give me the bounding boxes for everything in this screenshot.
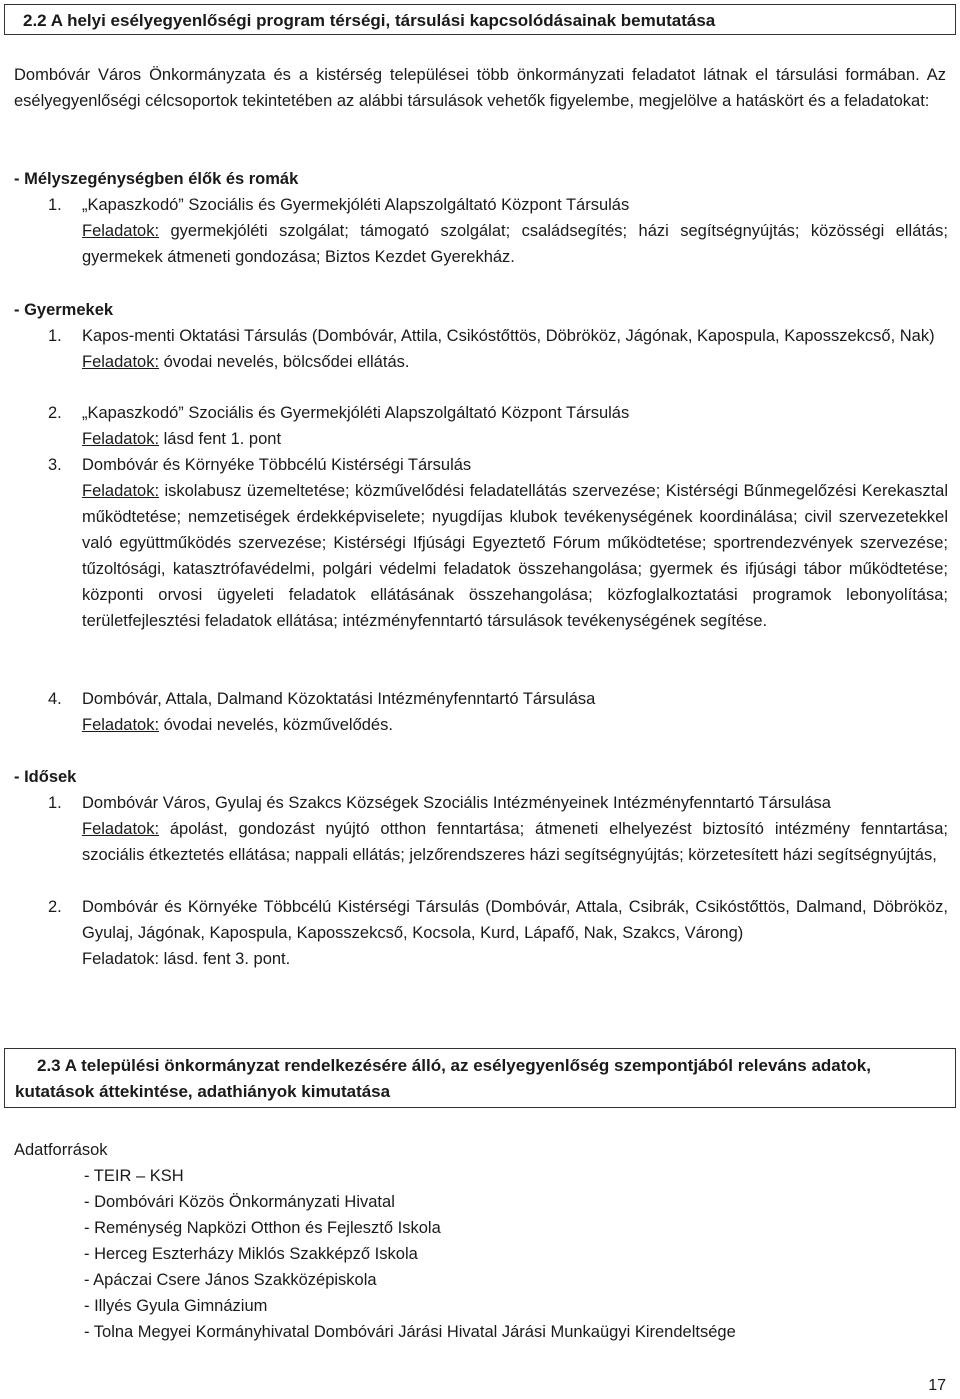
item-number: 1. <box>48 196 62 214</box>
item-name: „Kapaszkodó” Szociális és Gyermekjóléti Alapszolgáltató Központ Társulás <box>82 196 630 214</box>
group-title-poverty: - Mélyszegénységben élők és romák <box>14 170 299 188</box>
item-number: 2. <box>48 898 62 916</box>
item-tasks: Feladatok: óvodai nevelés, bölcsődei ellátás. <box>82 353 410 371</box>
list-item <box>48 790 948 868</box>
source-item: - Tolna Megyei Kormányhivatal Dombóvári Járási Hivatal Járási Munkaügyi Kirendeltsége <box>84 1323 736 1341</box>
item-number: 1. <box>48 327 62 345</box>
section-heading-2-2 <box>4 4 956 35</box>
page-number: 17 <box>928 1377 946 1394</box>
tasks-label: Feladatok: <box>82 222 160 240</box>
tasks-label: Feladatok: <box>82 716 160 734</box>
item-tasks: Feladatok: lásd fent 1. pont <box>82 430 282 448</box>
source-item: - Illyés Gyula Gimnázium <box>84 1297 268 1315</box>
list-item <box>48 400 948 452</box>
group-title-elderly: - Idősek <box>14 768 77 786</box>
source-item: - Reménység Napközi Otthon és Fejlesztő Iskola <box>84 1219 441 1237</box>
item-tasks: Feladatok: iskolabusz üzemeltetése; közművelődési feladatellátás szervezése; Kistérségi Bűnmegelőzési Kerekasztal működtetése; nemzetiségek érdekképviselete; nyugdíjas klubok tevékenységének koordinálása; civil szervezetekkel való együttműködés szervezése; Kistérségi Ifjúsági Egyeztető Fórum működtetése; sportrendezvények szervezése; tűzoltósági, katasztrófavédelmi, polgári védelmi feladatok összehangolása; gyermek és ifjúsági tábor működtetése; központi orvosi ügyeleti feladatok ellátásának összehangolása; közfoglalkoztatási programok lebonyolítása; területfejlesztési feladatok ellátása; intézményfenntartó társulások tevékenységének segítése. <box>82 482 948 630</box>
tasks-label: Feladatok: <box>82 430 160 448</box>
item-name: Dombóvár, Attala, Dalmand Közoktatási Intézményfenntartó Társulása <box>82 690 596 708</box>
list-item <box>48 192 948 270</box>
section-heading-line1: 2.3 A települési önkormányzat rendelkezésére álló, az esélyegyenlőség szempontjából releváns adatok, <box>37 1056 871 1075</box>
item-name: Dombóvár Város, Gyulaj és Szakcs Községek Szociális Intézményeinek Intézményfenntartó Társulása <box>82 794 831 812</box>
item-tasks: Feladatok: gyermekjóléti szolgálat; támogató szolgálat; családsegítés; házi segítségnyújtás; közösségi ellátás; gyermekek átmeneti gondozása; Biztos Kezdet Gyerekház. <box>82 222 948 266</box>
source-item: - Apáczai Csere János Szakközépiskola <box>84 1271 377 1289</box>
list-item <box>48 686 948 738</box>
section-heading-2-3 <box>4 1048 956 1108</box>
list-item <box>48 323 948 375</box>
item-tasks: Feladatok: óvodai nevelés, közművelődés. <box>82 716 393 734</box>
intro-paragraph: Dombóvár Város Önkormányzata és a kistérség települései több önkormányzati feladatot látnak el társulási formában. Az esélyegyenlőségi célcsoportok tekintetében az alábbi társulások vehetők figyelembe, megjelölve a hatáskört és a feladatokat: <box>14 66 946 110</box>
tasks-label: Feladatok: <box>82 820 160 838</box>
source-item: - Dombóvári Közös Önkormányzati Hivatal <box>84 1193 395 1211</box>
item-number: 2. <box>48 404 62 422</box>
sources-label: Adatforrások <box>14 1141 108 1159</box>
section-heading-text: 2.2 A helyi esélyegyenlőségi program térségi, társulási kapcsolódásainak bemutatása <box>23 11 716 30</box>
item-name: Dombóvár és Környéke Többcélú Kistérségi Társulás (Dombóvár, Attala, Csibrák, Csikóstőttös, Dalmand, Döbrököz, Gyulaj, Jágónak, Kapospula, Kaposszekcső, Kocsola, Kurd, Lápafő, Nak, Szakcs, Várong) <box>82 898 948 942</box>
list-item <box>48 452 948 634</box>
tasks-label: Feladatok: <box>82 353 160 371</box>
item-tasks: Feladatok: lásd. fent 3. pont. <box>82 950 291 968</box>
section-heading-line2: kutatások áttekintése, adathiányok kimutatása <box>15 1082 391 1101</box>
source-item: - Herceg Eszterházy Miklós Szakképző Iskola <box>84 1245 418 1263</box>
group-title-children: - Gyermekek <box>14 301 114 319</box>
item-name: Kapos-menti Oktatási Társulás (Dombóvár, Attila, Csikóstőttös, Döbrököz, Jágónak, Kapospula, Kaposszekcső, Nak) <box>82 327 935 345</box>
source-item: - TEIR – KSH <box>84 1167 184 1185</box>
list-item <box>48 894 948 972</box>
item-name: „Kapaszkodó” Szociális és Gyermekjóléti Alapszolgáltató Központ Társulás <box>82 404 630 422</box>
item-number: 4. <box>48 690 62 708</box>
item-tasks: Feladatok: ápolást, gondozást nyújtó otthon fenntartása; átmeneti elhelyezést biztosító intézmény fenntartása; szociális étkeztetés ellátása; nappali ellátás; jelzőrendszeres házi segítségnyújtás; körzetesített házi segítségnyújtás, <box>82 820 948 864</box>
item-number: 3. <box>48 456 62 474</box>
item-number: 1. <box>48 794 62 812</box>
item-name: Dombóvár és Környéke Többcélú Kistérségi Társulás <box>82 456 472 474</box>
tasks-label: Feladatok: <box>82 482 160 500</box>
